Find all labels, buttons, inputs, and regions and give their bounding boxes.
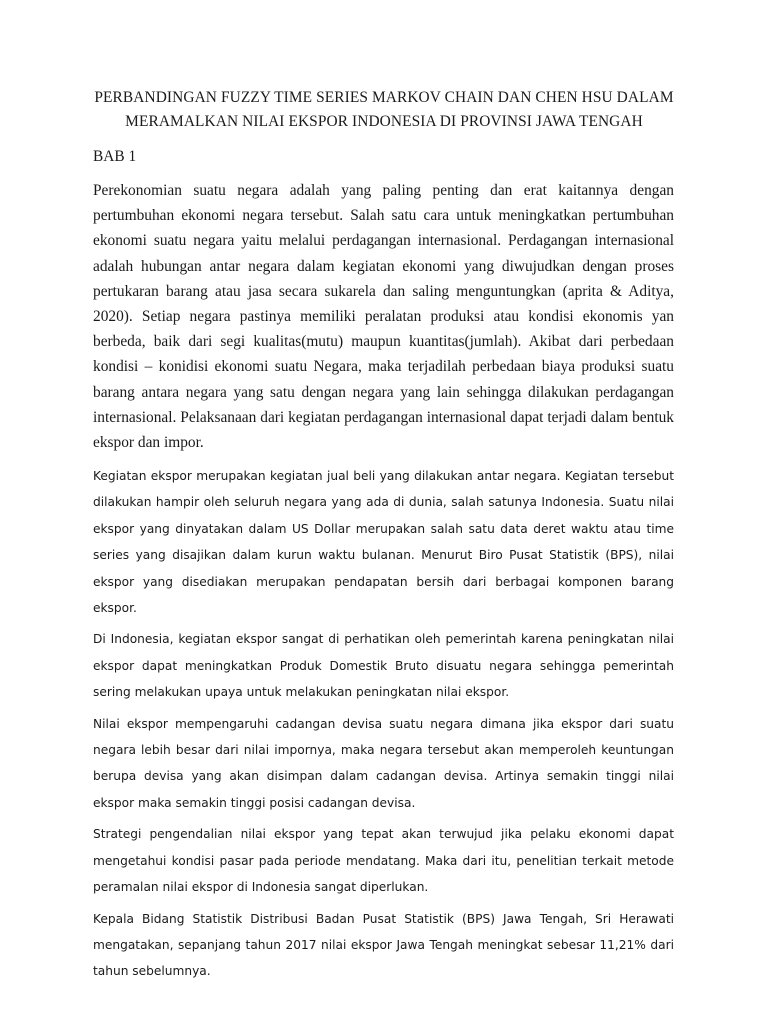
paragraph: Di Indonesia, kegiatan ekspor sangat di perhatikan oleh pemerintah karena peningkatan nilai ekspor dapat meningkatkan Produk Domestik Bruto disuatu negara sehingga pemerintah sering melakukan upaya untuk melakukan peningkatan nilai ekspor.: [93, 632, 674, 700]
title-line-1: PERBANDINGAN FUZZY TIME SERIES MARKOV CHAIN DAN CHEN HSU DALAM: [94, 89, 674, 106]
paragraph-intro: Perekonomian suatu negara adalah yang paling penting dan erat kaitannya dengan pertumbuhan ekonomi negara tersebut. Salah satu cara untuk meningkatkan pertumbuhan ekonomi suatu negara yaitu melalui perdagangan internasional. Perdagangan internasional adalah hubungan antar negara dalam kegiatan ekonomi yang diwujudkan dengan proses pertukaran barang atau jasa secara sukarela dan saling menguntungkan (aprita & Aditya, 2020). Setiap negara pastinya memiliki peralatan produksi atau kondisi ekonomis yan berbeda, baik dari segi kualitas(mutu) maupun kuantitas(jumlah). Akibat dari perbedaan kondisi – konidisi ekonomi suatu Negara, maka terjadilah perbedaan biaya produksi suatu barang antara negara yang satu dengan negara yang lain sehingga dilakukan perdagangan internasional. Pelaksanaan dari kegiatan perdagangan internasional dapat terjadi dalam bentuk ekspor dan impor.: [93, 182, 674, 452]
title-line-2: MERAMALKAN NILAI EKSPOR INDONESIA DI PROVINSI JAWA TENGAH: [125, 113, 643, 130]
paragraph: Kegiatan ekspor merupakan kegiatan jual beli yang dilakukan antar negara. Kegiatan tersebut dilakukan hampir oleh seluruh negara yang ada di dunia, salah satunya Indonesia. Suatu nilai ekspor yang dinyatakan dalam US Dollar merupakan salah satu data deret waktu atau time series yang disajikan dalam kurun waktu bulanan. Menurut Biro Pusat Statistik (BPS), nilai ekspor yang disediakan merupakan pendapatan bersih dari berbagai komponen barang ekspor.: [93, 469, 674, 616]
document-title: [80, 86, 688, 134]
paragraph: Kepala Bidang Statistik Distribusi Badan Pusat Statistik (BPS) Jawa Tengah, Sri Herawati mengatakan, sepanjang tahun 2017 nilai ekspor Jawa Tengah meningkat sebesar 11,21% dari tahun sebelumnya.: [93, 911, 674, 979]
paragraph: Nilai ekspor mempengaruhi cadangan devisa suatu negara dimana jika ekspor dari suatu negara lebih besar dari nilai impornya, maka negara tersebut akan memperoleh keuntungan berupa devisa yang akan disimpan dalam cadangan devisa. Artinya semakin tinggi nilai ekspor maka semakin tinggi posisi cadangan devisa.: [93, 716, 674, 810]
paragraph: Strategi pengendalian nilai ekspor yang tepat akan terwujud jika pelaku ekonomi dapat mengetahui kondisi pasar pada periode mendatang. Maka dari itu, penelitian terkait metode peramalan nilai ekspor di Indonesia sangat diperlukan.: [93, 827, 674, 895]
body-text: [93, 463, 674, 990]
chapter-heading: BAB 1: [93, 148, 137, 165]
